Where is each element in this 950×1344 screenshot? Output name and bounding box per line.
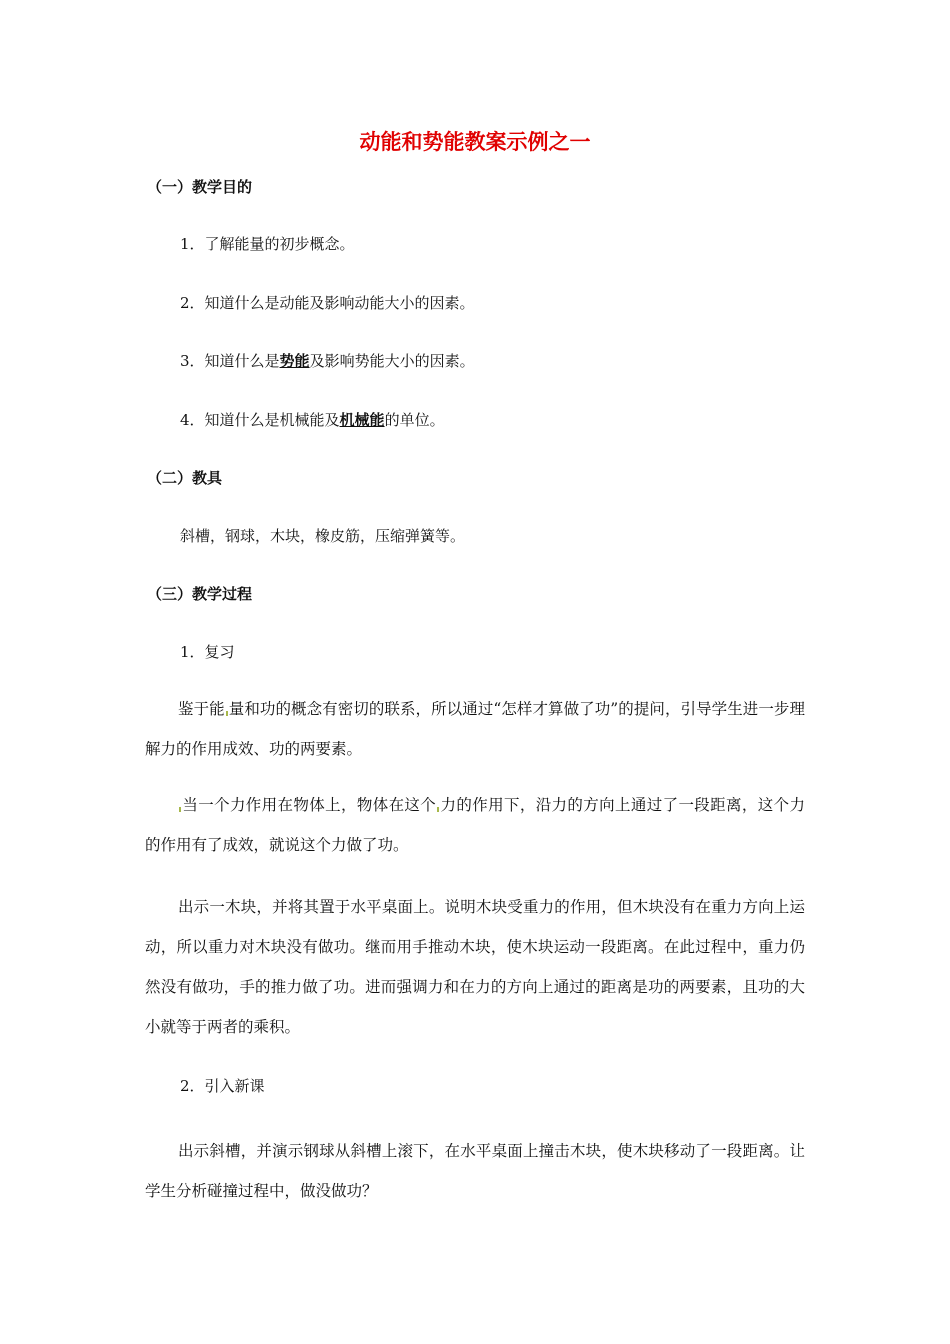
objective-item-3-prefix: 3．知道什么是 <box>180 352 280 370</box>
equipment-list: 斜槽，钢球，木块，橡皮筋，压缩弹簧等。 <box>180 527 466 545</box>
section-heading-process: （三）教学过程 <box>147 585 253 603</box>
objective-item-4-prefix: 4．知道什么是机械能及 <box>180 411 340 429</box>
section-heading-equipment: （二）教具 <box>147 469 223 487</box>
paragraph-review <box>145 689 805 769</box>
edit-mark <box>226 711 228 716</box>
paragraph-work-definition <box>145 785 805 865</box>
step-review: 1．复习 <box>180 643 235 661</box>
objective-item-2: 2．知道什么是动能及影响动能大小的因素。 <box>180 294 475 312</box>
paragraph-work-definition-start: 当一个力作用在物体上，物体在这个 <box>182 796 437 814</box>
paragraph-review-rest: 量和功的概念有密切的联系，所以通过“怎样才算做了功”的提问，引导学生进一步理解力的作用成效、功的两要素。 <box>145 700 805 758</box>
step-new-lesson: 2．引入新课 <box>180 1077 265 1095</box>
term-mechanical-energy: 机械能 <box>339 411 385 429</box>
edit-mark <box>437 807 439 812</box>
paragraph-ramp-demo: 出示斜槽，并演示钢球从斜槽上滚下，在水平桌面上撞击木块，使木块移动了一段距离。让学生分析碰撞过程中，做没做功？ <box>145 1142 805 1200</box>
term-potential-energy: 势能 <box>279 352 310 370</box>
objective-item-4-suffix: 的单位。 <box>384 411 445 429</box>
paragraph-block-demo: 出示一木块，并将其置于水平桌面上。说明木块受重力的作用，但木块没有在重力方向上运动，所以重力对木块没有做功。继而用手推动木块，使木块运动一段距离。在此过程中，重力仍然没有做功，手的推力做了功。进而强调力和在力的方向上通过的距离是功的两要素，且功的大小就等于两者的乘积。 <box>145 898 805 1036</box>
section-heading-objectives: （一）教学目的 <box>147 178 253 196</box>
objective-item-3-suffix: 及影响势能大小的因素。 <box>309 352 475 370</box>
paragraph-work-definition-rest: 力的作用下，沿力的方向上通过了一段距离，这个力的作用有了成效，就说这个力做了功。 <box>145 796 805 854</box>
objective-item-1: 1．了解能量的初步概念。 <box>180 235 355 253</box>
objective-item-3 <box>180 350 475 371</box>
objective-item-4 <box>180 409 445 430</box>
document-title: 动能和势能教案示例之一 <box>359 130 591 154</box>
edit-mark <box>179 807 181 812</box>
paragraph-review-start: 鉴于能 <box>178 700 225 718</box>
